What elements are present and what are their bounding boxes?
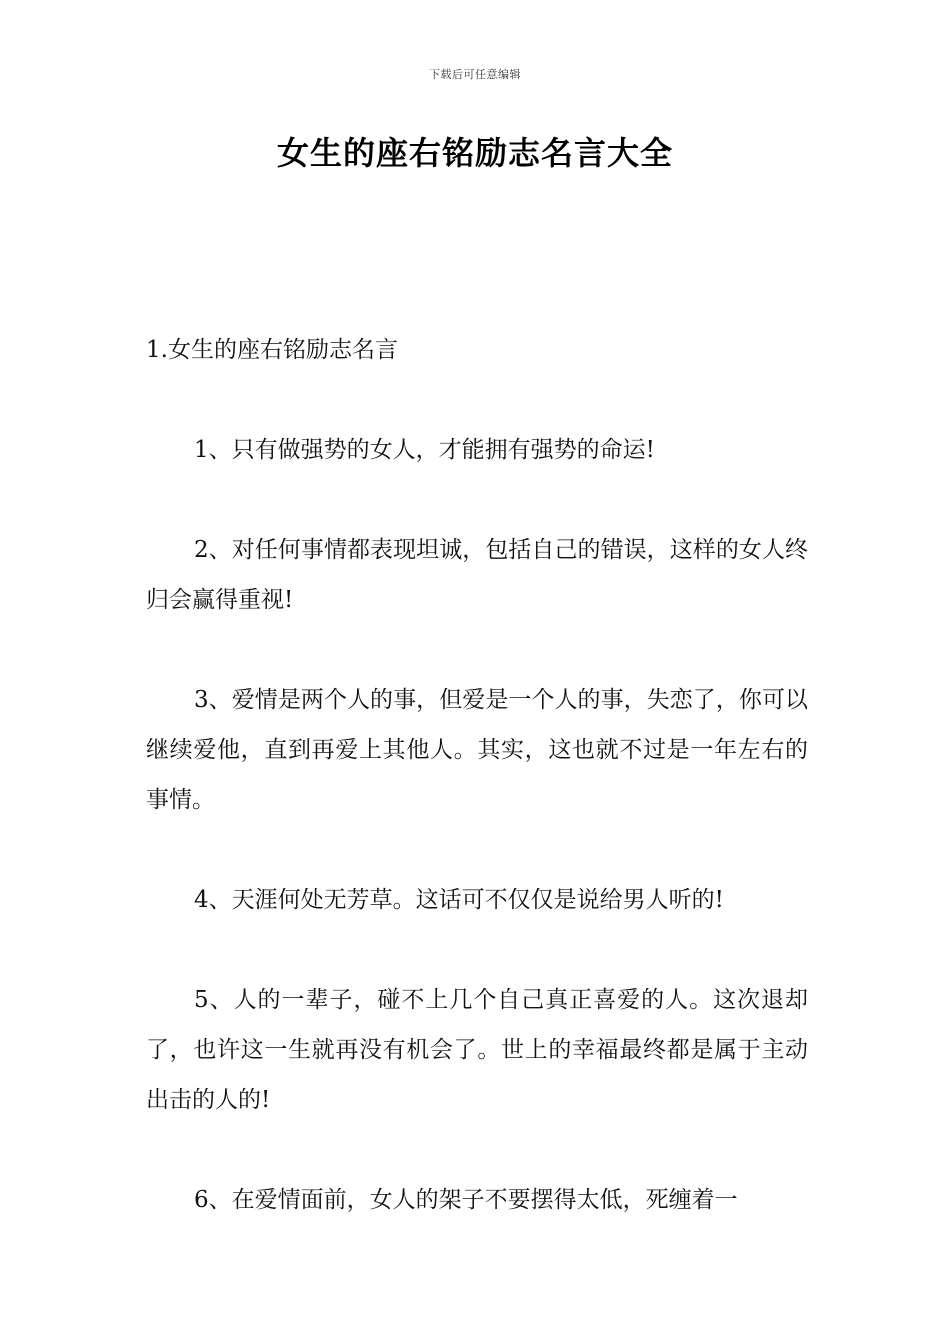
document-body	[146, 325, 808, 1275]
quote-paragraph-1: 1、只有做强势的女人，才能拥有强势的命运!	[194, 437, 655, 463]
document-title: 女生的座右铭励志名言大全	[276, 134, 673, 172]
section-heading: 1.女生的座右铭励志名言	[146, 337, 398, 363]
header-note: 下载后可任意编辑	[429, 68, 521, 81]
quote-paragraph-4: 4、天涯何处无芳草。这话可不仅仅是说给男人听的!	[194, 887, 724, 913]
quote-paragraph-3: 3、爱情是两个人的事，但爱是一个人的事，失恋了，你可以继续爱他，直到再爱上其他人。其实，这也就不过是一年左右的事情。	[146, 687, 808, 813]
quote-paragraph-6: 6、在爱情面前，女人的架子不要摆得太低，死缠着一	[194, 1187, 738, 1213]
quote-paragraph-2: 2、对任何事情都表现坦诚，包括自己的错误，这样的女人终归会赢得重视!	[146, 537, 808, 613]
quote-paragraph-5: 5、人的一辈子，碰不上几个自己真正喜爱的人。这次退却了，也许这一生就再没有机会了。世上的幸福最终都是属于主动出击的人的!	[146, 987, 808, 1113]
